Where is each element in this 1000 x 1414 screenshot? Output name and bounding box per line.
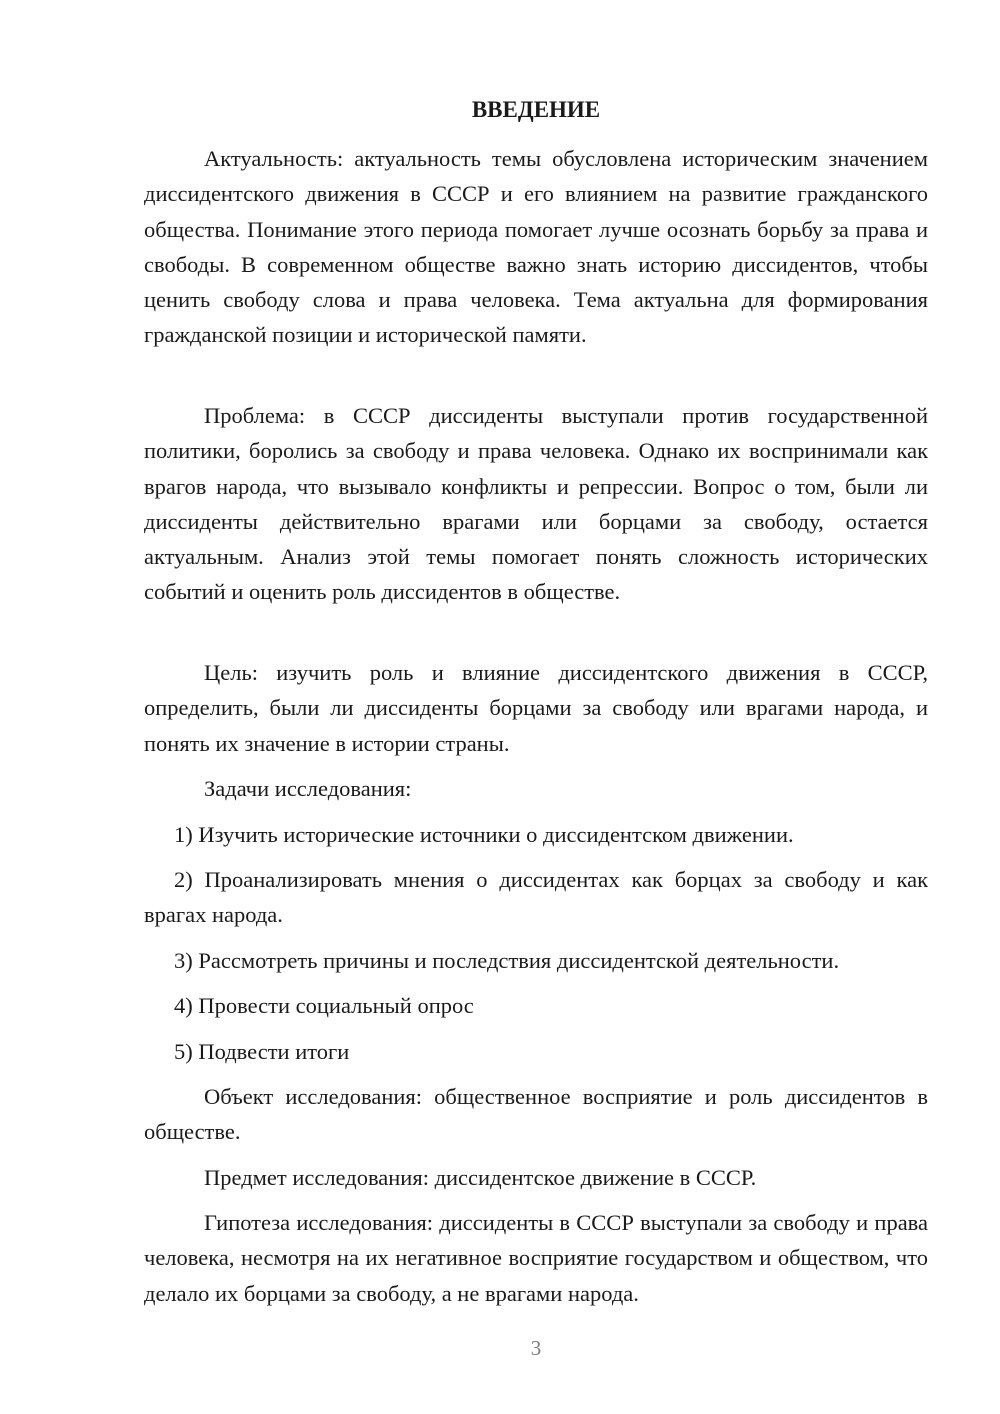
page-title: ВВЕДЕНИЕ [471,97,601,122]
paragraph-goal: Цель: изучить роль и влияние диссидентского движения в СССР, определить, были ли диссиденты борцами за свободу или врагами народа, и понять их значение в истории страны. [144,660,928,756]
paragraph-tasks-heading: Задачи исследования: [204,776,412,801]
page-number: 3 [530,1336,542,1360]
task-item-3: 3) Рассмотреть причины и последствия диссидентской деятельности. [174,948,840,973]
task-item-2: 2) Проанализировать мнения о диссидентах как борцах за свободу и как врагах народа. [144,867,928,928]
paragraph-relevance: Актуальность: актуальность темы обусловлена историческим значением диссидентского движения в СССР и его влиянием на развитие гражданского общества. Понимание этого периода помогает лучше осознать борьбу за права и свободы. В современном обществе важно знать историю диссидентов, чтобы ценить свободу слова и права человека. Тема актуальна для формирования гражданской позиции и исторической памяти. [144,146,928,348]
paragraph-hypothesis: Гипотеза исследования: диссиденты в СССР выступали за свободу и права человека, несмотря на их негативное восприятие государством и обществом, что делало их борцами за свободу, а не врагами народа. [144,1210,928,1306]
task-item-1: 1) Изучить исторические источники о диссидентском движении. [174,822,794,847]
task-item-5: 5) Подвести итоги [174,1039,350,1064]
paragraph-problem: Проблема: в СССР диссиденты выступали против государственной политики, боролись за свободу и права человека. Однако их воспринимали как врагов народа, что вызывало конфликты и репрессии. Вопрос о том, были ли диссиденты действительно врагами или борцами за свободу, остается актуальным. Анализ этой темы помогает понять сложность исторических событий и оценить роль диссидентов в обществе. [144,403,928,605]
paragraph-object: Объект исследования: общественное восприятие и роль диссидентов в обществе. [144,1084,928,1145]
task-item-4: 4) Провести социальный опрос [174,993,474,1018]
paragraph-subject: Предмет исследования: диссидентское движение в СССР. [204,1165,757,1190]
